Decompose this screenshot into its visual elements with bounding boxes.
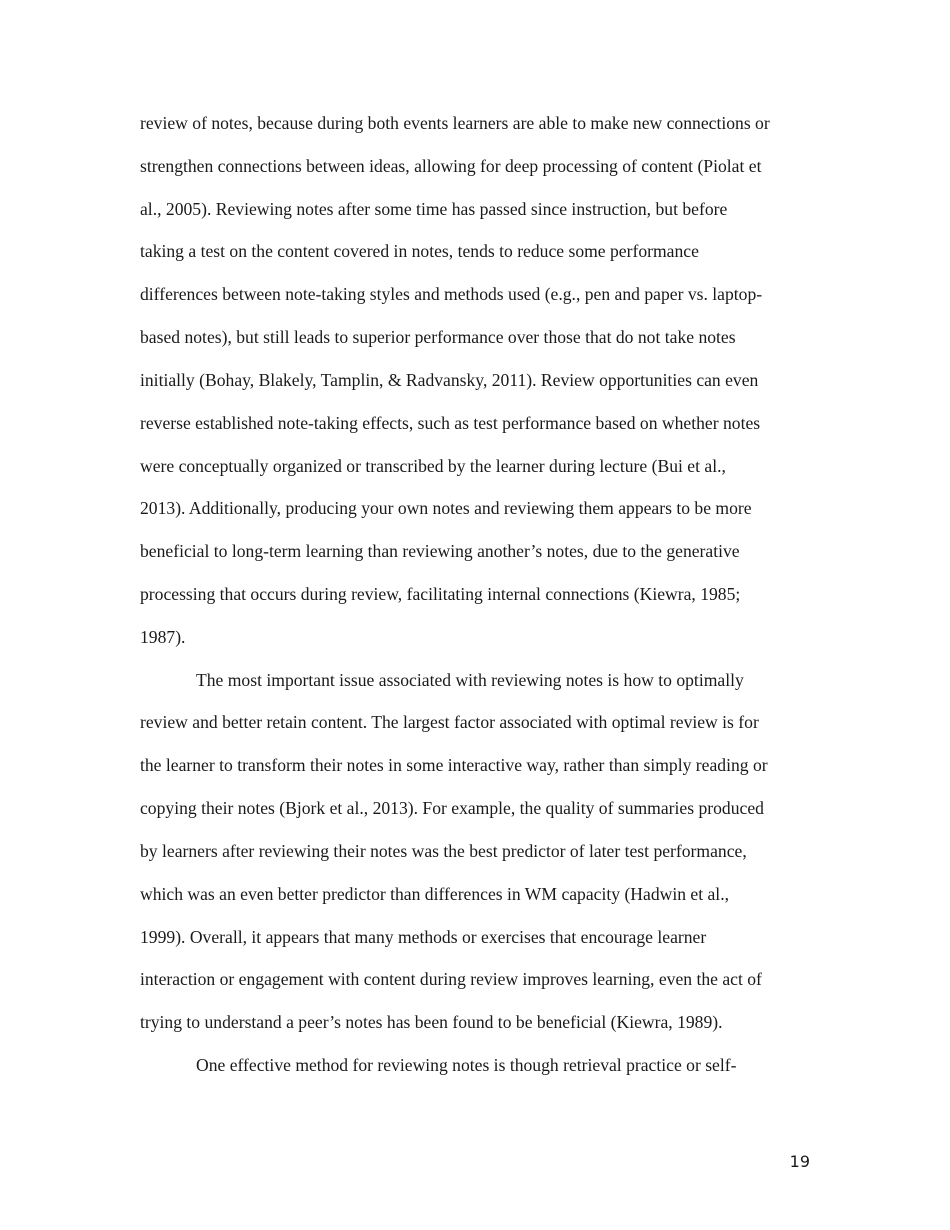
text-line: interaction or engagement with content during review improves learning, even the act of: [140, 969, 762, 989]
text-line: strengthen connections between ideas, allowing for deep processing of content (Piolat et: [140, 156, 762, 176]
text-line: 1999). Overall, it appears that many methods or exercises that encourage learner: [140, 927, 707, 947]
page-number: 19: [789, 1152, 810, 1171]
text-line: were conceptually organized or transcribed by the learner during lecture (Bui et al.,: [140, 456, 726, 476]
text-line: based notes), but still leads to superior performance over those that do not take notes: [140, 327, 736, 347]
text-line: differences between note-taking styles and methods used (e.g., pen and paper vs. laptop-: [140, 284, 763, 304]
paragraph-first-line: The most important issue associated with reviewing notes is how to optimally: [196, 670, 744, 690]
text-line: 1987).: [140, 627, 186, 647]
text-line: which was an even better predictor than differences in WM capacity (Hadwin et al.,: [140, 884, 729, 904]
text-line: the learner to transform their notes in some interactive way, rather than simply reading or: [140, 755, 768, 775]
text-line: by learners after reviewing their notes was the best predictor of later test performance,: [140, 841, 747, 861]
text-line: reverse established note-taking effects, such as test performance based on whether notes: [140, 413, 761, 433]
text-line: initially (Bohay, Blakely, Tamplin, & Radvansky, 2011). Review opportunities can even: [140, 370, 759, 390]
text-line: al., 2005). Reviewing notes after some time has passed since instruction, but before: [140, 199, 728, 219]
text-line: 2013). Additionally, producing your own notes and reviewing them appears to be more: [140, 498, 752, 518]
paragraph-first-line: One effective method for reviewing notes is though retrieval practice or self-: [196, 1055, 737, 1075]
text-line: trying to understand a peer’s notes has been found to be beneficial (Kiewra, 1989).: [140, 1012, 723, 1032]
text-line: taking a test on the content covered in notes, tends to reduce some performance: [140, 241, 699, 261]
text-line: processing that occurs during review, facilitating internal connections (Kiewra, 1985;: [140, 584, 741, 604]
text-line: copying their notes (Bjork et al., 2013). For example, the quality of summaries produced: [140, 798, 764, 818]
text-line: beneficial to long-term learning than reviewing another’s notes, due to the generative: [140, 541, 740, 561]
text-line: review and better retain content. The largest factor associated with optimal review is for: [140, 712, 759, 732]
text-line: review of notes, because during both events learners are able to make new connections or: [140, 113, 770, 133]
